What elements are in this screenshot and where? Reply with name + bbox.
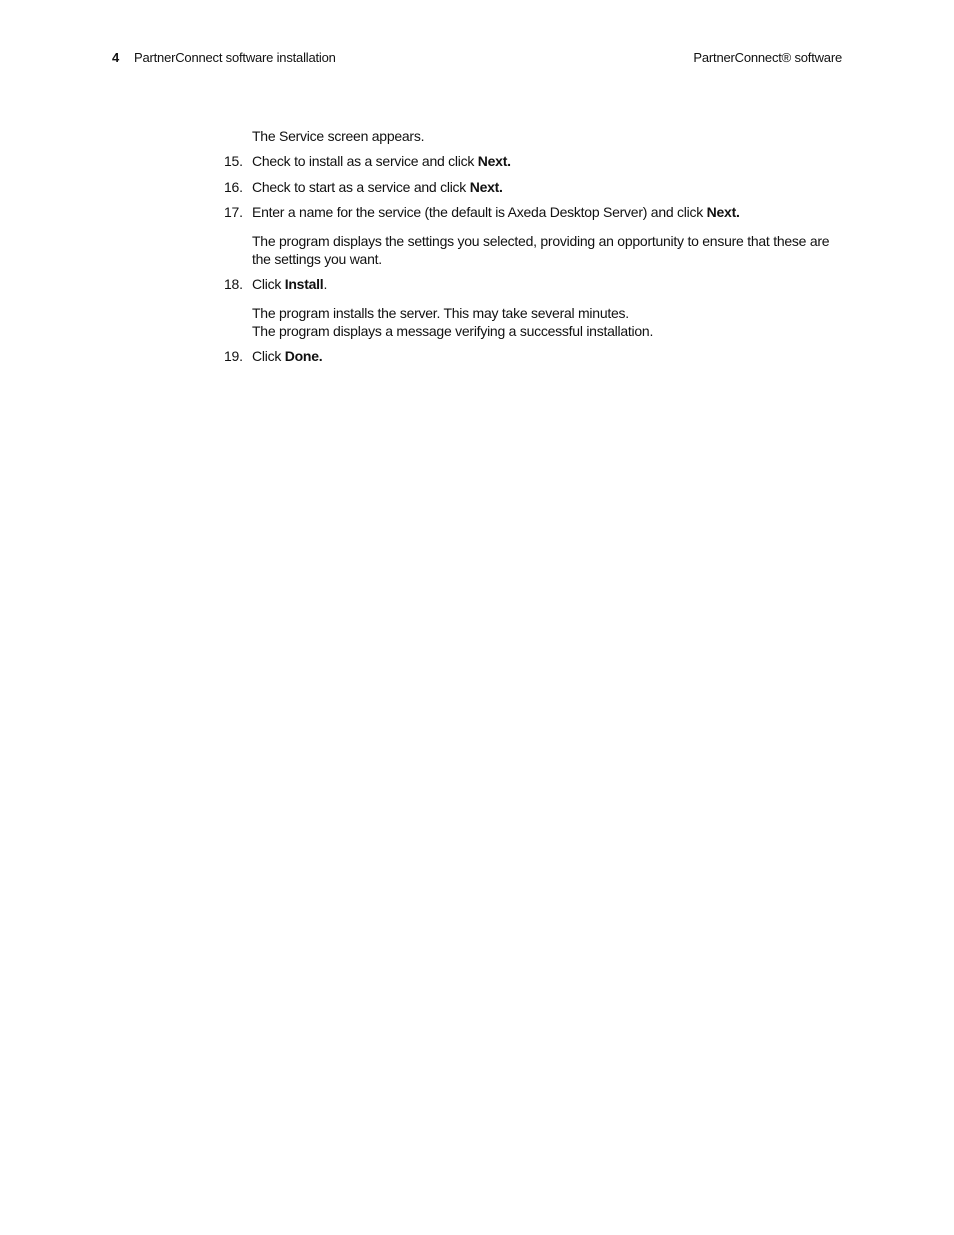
step-action: Done. [284,348,323,364]
step-text: Check to install as a service and click [252,153,478,169]
chapter-title: PartnerConnect software installation [134,50,336,65]
step-18-note-1: The program installs the server. This may take several minutes. [252,305,629,321]
step-15 [224,152,844,170]
step-text: Check to start as a service and click [252,179,470,195]
step-text: Enter a name for the service (the default is Axeda Desktop Server) and click [252,204,707,220]
step-action: Next. [477,153,511,169]
step-number: 15. [224,153,243,169]
step-action: Next. [469,179,503,195]
step-number: 16. [224,179,243,195]
step-number: 19. [224,348,243,364]
intro-paragraph: The Service screen appears. [252,128,425,144]
step-18 [224,275,844,293]
step-text: Click [252,276,285,292]
step-number: 18. [224,276,243,292]
step-17 [224,203,844,221]
step-suffix: . [323,276,328,292]
step-19 [224,347,844,365]
page-number: 4 [112,50,120,65]
step-18-note-2: The program displays a message verifying a successful installation. [252,323,654,339]
instructions [224,127,844,365]
step-text: Click [252,348,285,364]
step-action: Install [284,276,324,292]
book-title: PartnerConnect® software [693,50,842,65]
step-number: 17. [224,204,243,220]
step-16 [224,178,844,196]
step-17-note: The program displays the settings you selected, providing an opportunity to ensure that these are the settings you want. [252,233,830,267]
page-header [112,50,842,68]
step-action: Next. [706,204,740,220]
